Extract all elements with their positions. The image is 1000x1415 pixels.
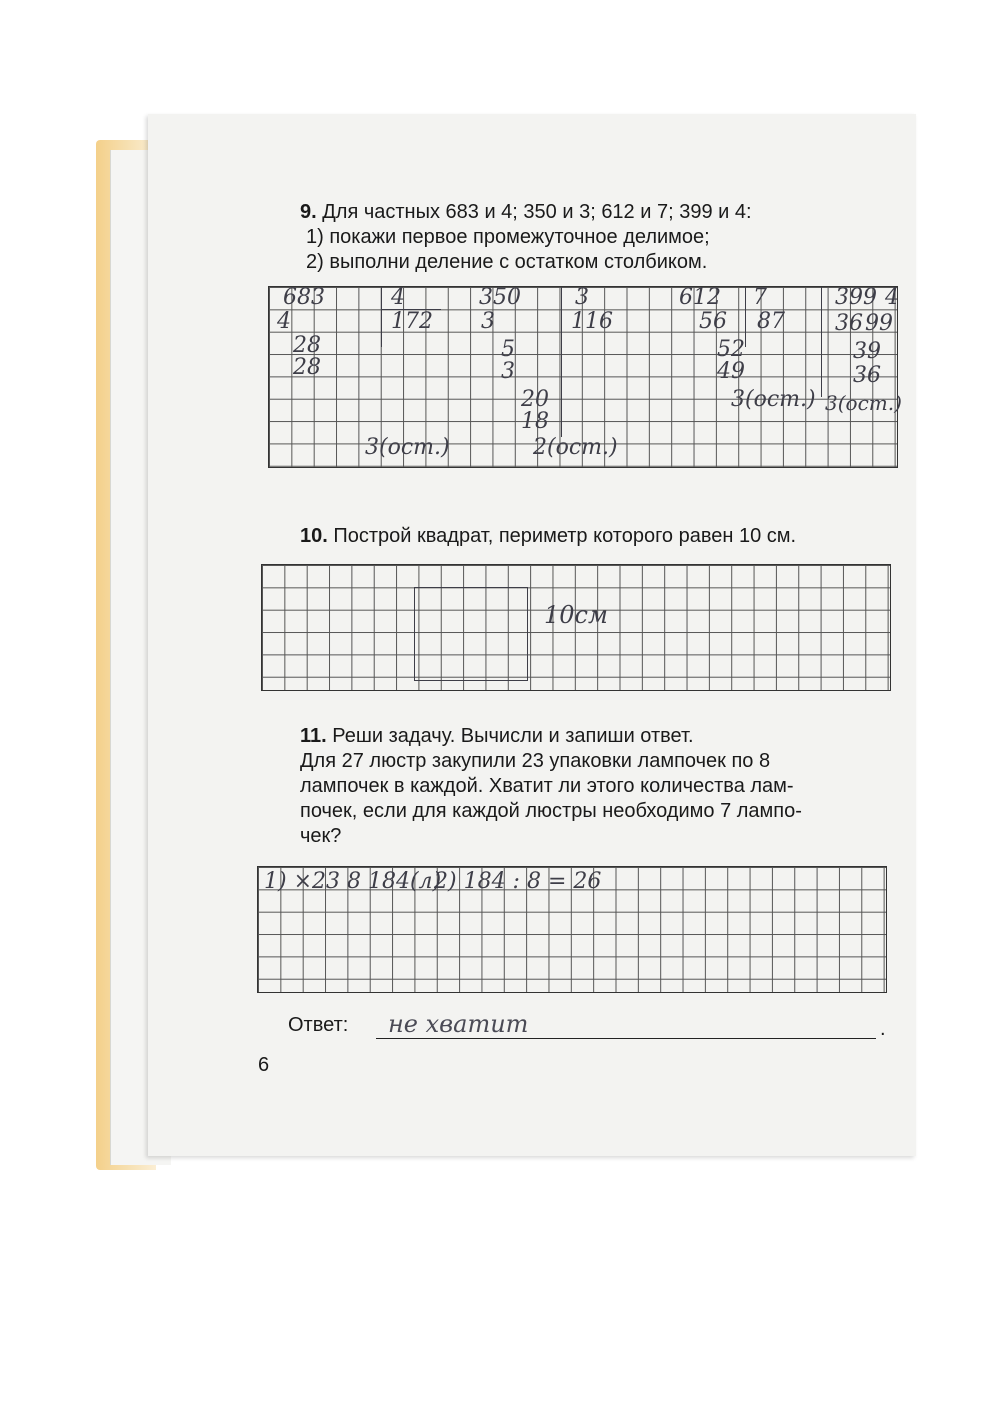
- workbook-page: [148, 114, 916, 1156]
- hw-square-side-label: 10см: [544, 601, 608, 629]
- hw-div3-bar: [745, 287, 746, 347]
- hw-div2-step1: 3: [481, 309, 495, 334]
- page-number: 6: [258, 1054, 270, 1076]
- hw-div1-bar: [381, 287, 382, 347]
- hw-div3-dividend: 612: [679, 285, 721, 310]
- hw-div4-remainder: 3(ост.): [825, 391, 902, 415]
- hw-square: [414, 587, 528, 681]
- answer-end-period: .: [880, 1018, 886, 1040]
- hw-calc-2: 2) 184 : 8 = 26: [434, 869, 602, 894]
- hw-div2-step2: 5: [501, 337, 515, 362]
- task-11-line-4: почек, если для каждой люстры необходимо 7 лампо-: [300, 800, 802, 822]
- task-11-line-3: лампочек в каждой. Хватит ли этого количества лам-: [300, 775, 794, 797]
- task-11-line-2: Для 27 люстр закупили 23 упаковки лампочек по 8: [300, 750, 771, 772]
- hw-div3-step1: 56: [699, 309, 727, 334]
- hw-div2-dividend: 350: [479, 285, 521, 310]
- hw-div4-step3: 36: [853, 363, 881, 388]
- hw-div4-dividend: 399: [835, 285, 877, 310]
- hw-div4-step2: 39: [853, 339, 881, 364]
- hw-div3-quotient: 87: [757, 309, 785, 334]
- hw-div2-remainder: 2(ост.): [533, 435, 618, 460]
- hw-div3-step2: 52: [717, 337, 745, 362]
- task-9-item-2: 2) выполни деление с остатком столбиком.: [306, 251, 708, 273]
- task-11-line-5: чек?: [300, 825, 342, 847]
- task-10-grid[interactable]: [261, 564, 891, 691]
- task-9-grid[interactable]: [268, 285, 902, 468]
- task-9-number: 9.: [300, 201, 317, 223]
- answer-handwritten: не хватит: [388, 1010, 529, 1038]
- hw-div2-quotient: 116: [571, 309, 613, 334]
- hw-div3-remainder: 3(ост.): [731, 387, 816, 412]
- hw-div3-step3: 49: [717, 359, 745, 384]
- hw-div1-quotient: 172: [391, 309, 433, 334]
- hw-div1-remainder: 3(ост.): [365, 435, 450, 460]
- task-9-text: Для частных 683 и 4; 350 и 3; 612 и 7; 399 и 4:: [322, 201, 752, 223]
- answer-label: Ответ:: [288, 1014, 349, 1036]
- task-11-line-1: Реши задачу. Вычисли и запиши ответ.: [332, 725, 694, 747]
- hw-div1-divisor: 4: [391, 285, 405, 310]
- task-10-text: Построй квадрат, периметр которого равен 10 см.: [333, 525, 797, 547]
- hw-div2-step3: 3: [501, 359, 515, 384]
- hw-div4-step1: 36: [835, 311, 863, 336]
- hw-div2-divisor: 3: [575, 285, 589, 310]
- hw-div2-bar: [561, 287, 562, 437]
- task-10-number: 10.: [300, 525, 328, 547]
- task-11-grid[interactable]: [257, 866, 887, 993]
- hw-div2-step4: 20: [521, 387, 549, 412]
- task-9: [300, 200, 890, 275]
- task-11-number: 11.: [300, 725, 327, 747]
- hw-div4-bar: [821, 287, 822, 397]
- hw-div1-step1: 4: [277, 309, 291, 334]
- hw-div1-step3: 28: [293, 355, 321, 380]
- hw-div4-quotient: 99: [865, 311, 893, 336]
- answer-row: [288, 1012, 888, 1042]
- hw-div3-divisor: 7: [753, 285, 767, 310]
- hw-div1-step2: 28: [293, 333, 321, 358]
- hw-div4-divisor: 4: [885, 285, 899, 310]
- hw-div2-step5: 18: [521, 409, 549, 434]
- answer-line[interactable]: [376, 1038, 876, 1039]
- hw-div1-dividend: 683: [283, 285, 325, 310]
- task-9-item-1: 1) покажи первое промежуточное делимое;: [306, 226, 710, 248]
- hw-calc-1: 1) ×23 8 184(л): [264, 869, 442, 894]
- task-10: [300, 524, 900, 549]
- task-11: [300, 724, 895, 849]
